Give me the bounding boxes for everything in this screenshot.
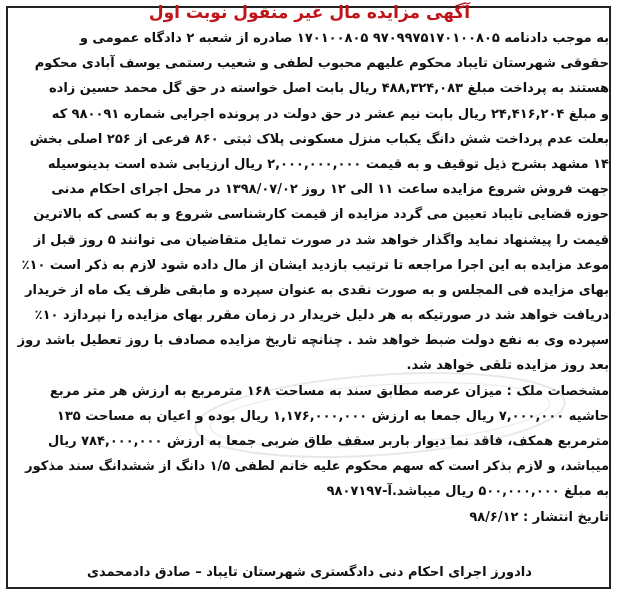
property-specs-line: مشخصات ملک : میزان عرصه مطابق سند به مساحت ۱۶۸ مترمربع به ارزش هر متر مربع [49, 383, 609, 399]
property-specs-line: مترمربع همکف، فاقد نما دیوار باربر سقف طاق ضربی جمعا به ارزش ۷۸۴,۰۰۰,۰۰۰ ریال [48, 434, 609, 449]
notice-line: موعد مزایده به این اجرا مراجعه تا ترتیب بازدید ایشان از مال داده شود لازم به ذکر است ۱۰٪ [21, 257, 609, 273]
notice-line: حقوقی شهرستان تایباد محکوم علیهم محبوب لطفی و شعیب رستمی یوسف آبادی محکوم [34, 56, 609, 72]
property-specs-line: به مبلغ ۵۰۰,۰۰۰,۰۰۰ ریال میباشد.آ-۹۸۰۷۱۹۷ [326, 484, 609, 500]
notice-line: ۱۴ مشهد بشرح ذیل توقیف و به قیمت ۲,۰۰۰,۰۰۰,۰۰۰ ریال ارزیابی شده است بدینوسیله [47, 156, 609, 172]
notice-line: بعد روز مزایده تلقی خواهد شد. [406, 358, 609, 374]
notice-line: به موجب دادنامه ۹۷۰۹۹۷۵۱۷۰۱۰۰۸۰۵ ۱۷۰۱۰۰۸۰۵ صادره از شعبه ۲ دادگاه عمومی و [79, 31, 609, 46]
notice-line: قیمت را پیشنهاد نماید واگذار خواهد شد در صورت تمایل متقاضیان می توانند ۵ روز قبل از [33, 232, 609, 248]
notice-title: آگهی مزایده مال غیر منقول نوبت اول [148, 3, 471, 23]
property-specs-line: میباشد، و لازم بذکر است که سهم محکوم علیه خانم لطفی ۱/۵ دانگ از ششدانگ سند مذکور [25, 459, 609, 475]
notice-line: سپرده وی به نفع دولت ضبط خواهد شد . چنانچه تاریخ مزایده مصادف با روز تعطیل باشد روز [17, 333, 609, 349]
notice-line: بعلت عدم پرداخت شش دانگ یکباب منزل مسکونی پلاک ثبتی ۸۶۰ فرعی از ۲۵۶ اصلی بخش [29, 131, 609, 147]
notice-line: دریافت خواهد شد در صورتیکه به هر دلیل خریدار در زمان مقرر بهای مزایده را نپردازد ۱۰٪ [34, 308, 609, 324]
property-specs-line: حاشیه ۷,۰۰۰,۰۰۰ ریال جمعا به ارزش ۱,۱۷۶,۰۰۰,۰۰۰ ریال بوده و اعیان به مساحت ۱۳۵ [56, 408, 609, 424]
notice-line: جهت فروش شروع مزایده ساعت ۱۱ الی ۱۲ روز ۱۳۹۸/۰۷/۰۲ در محل اجرای احکام مدنی [51, 182, 609, 198]
notice-line: و مبلغ ۲۴,۴۱۶,۲۰۴ ریال بابت نیم عشر در حق دولت در پرونده اجرایی شماره ۹۸۰۰۹۱ که [51, 106, 609, 122]
publish-date-line: تاریخ انتشار : ۹۸/۶/۱۲ [469, 509, 609, 525]
notice-line: بهای مزایده فی المجلس و به صورت نقدی به عنوان سپرده و مابقی ظرف یک ماه از خریدار [25, 282, 609, 298]
notice-line: حوزه قضایی تایباد تعیین می گردد مزایده از قیمت کارشناسی شروع و به کسی که بالاترین [33, 207, 609, 223]
notice-body [10, 26, 609, 530]
notice-signature: دادورز اجرای احکام دنی دادگستری شهرستان تایباد – صادق دادمحمدی [87, 565, 532, 580]
notice-line: هستند به پرداخت مبلغ ۴۸۸,۳۲۴,۰۸۳ ریال بابت اصل خواسته در حق گل محمد حسین زاده [48, 81, 609, 97]
